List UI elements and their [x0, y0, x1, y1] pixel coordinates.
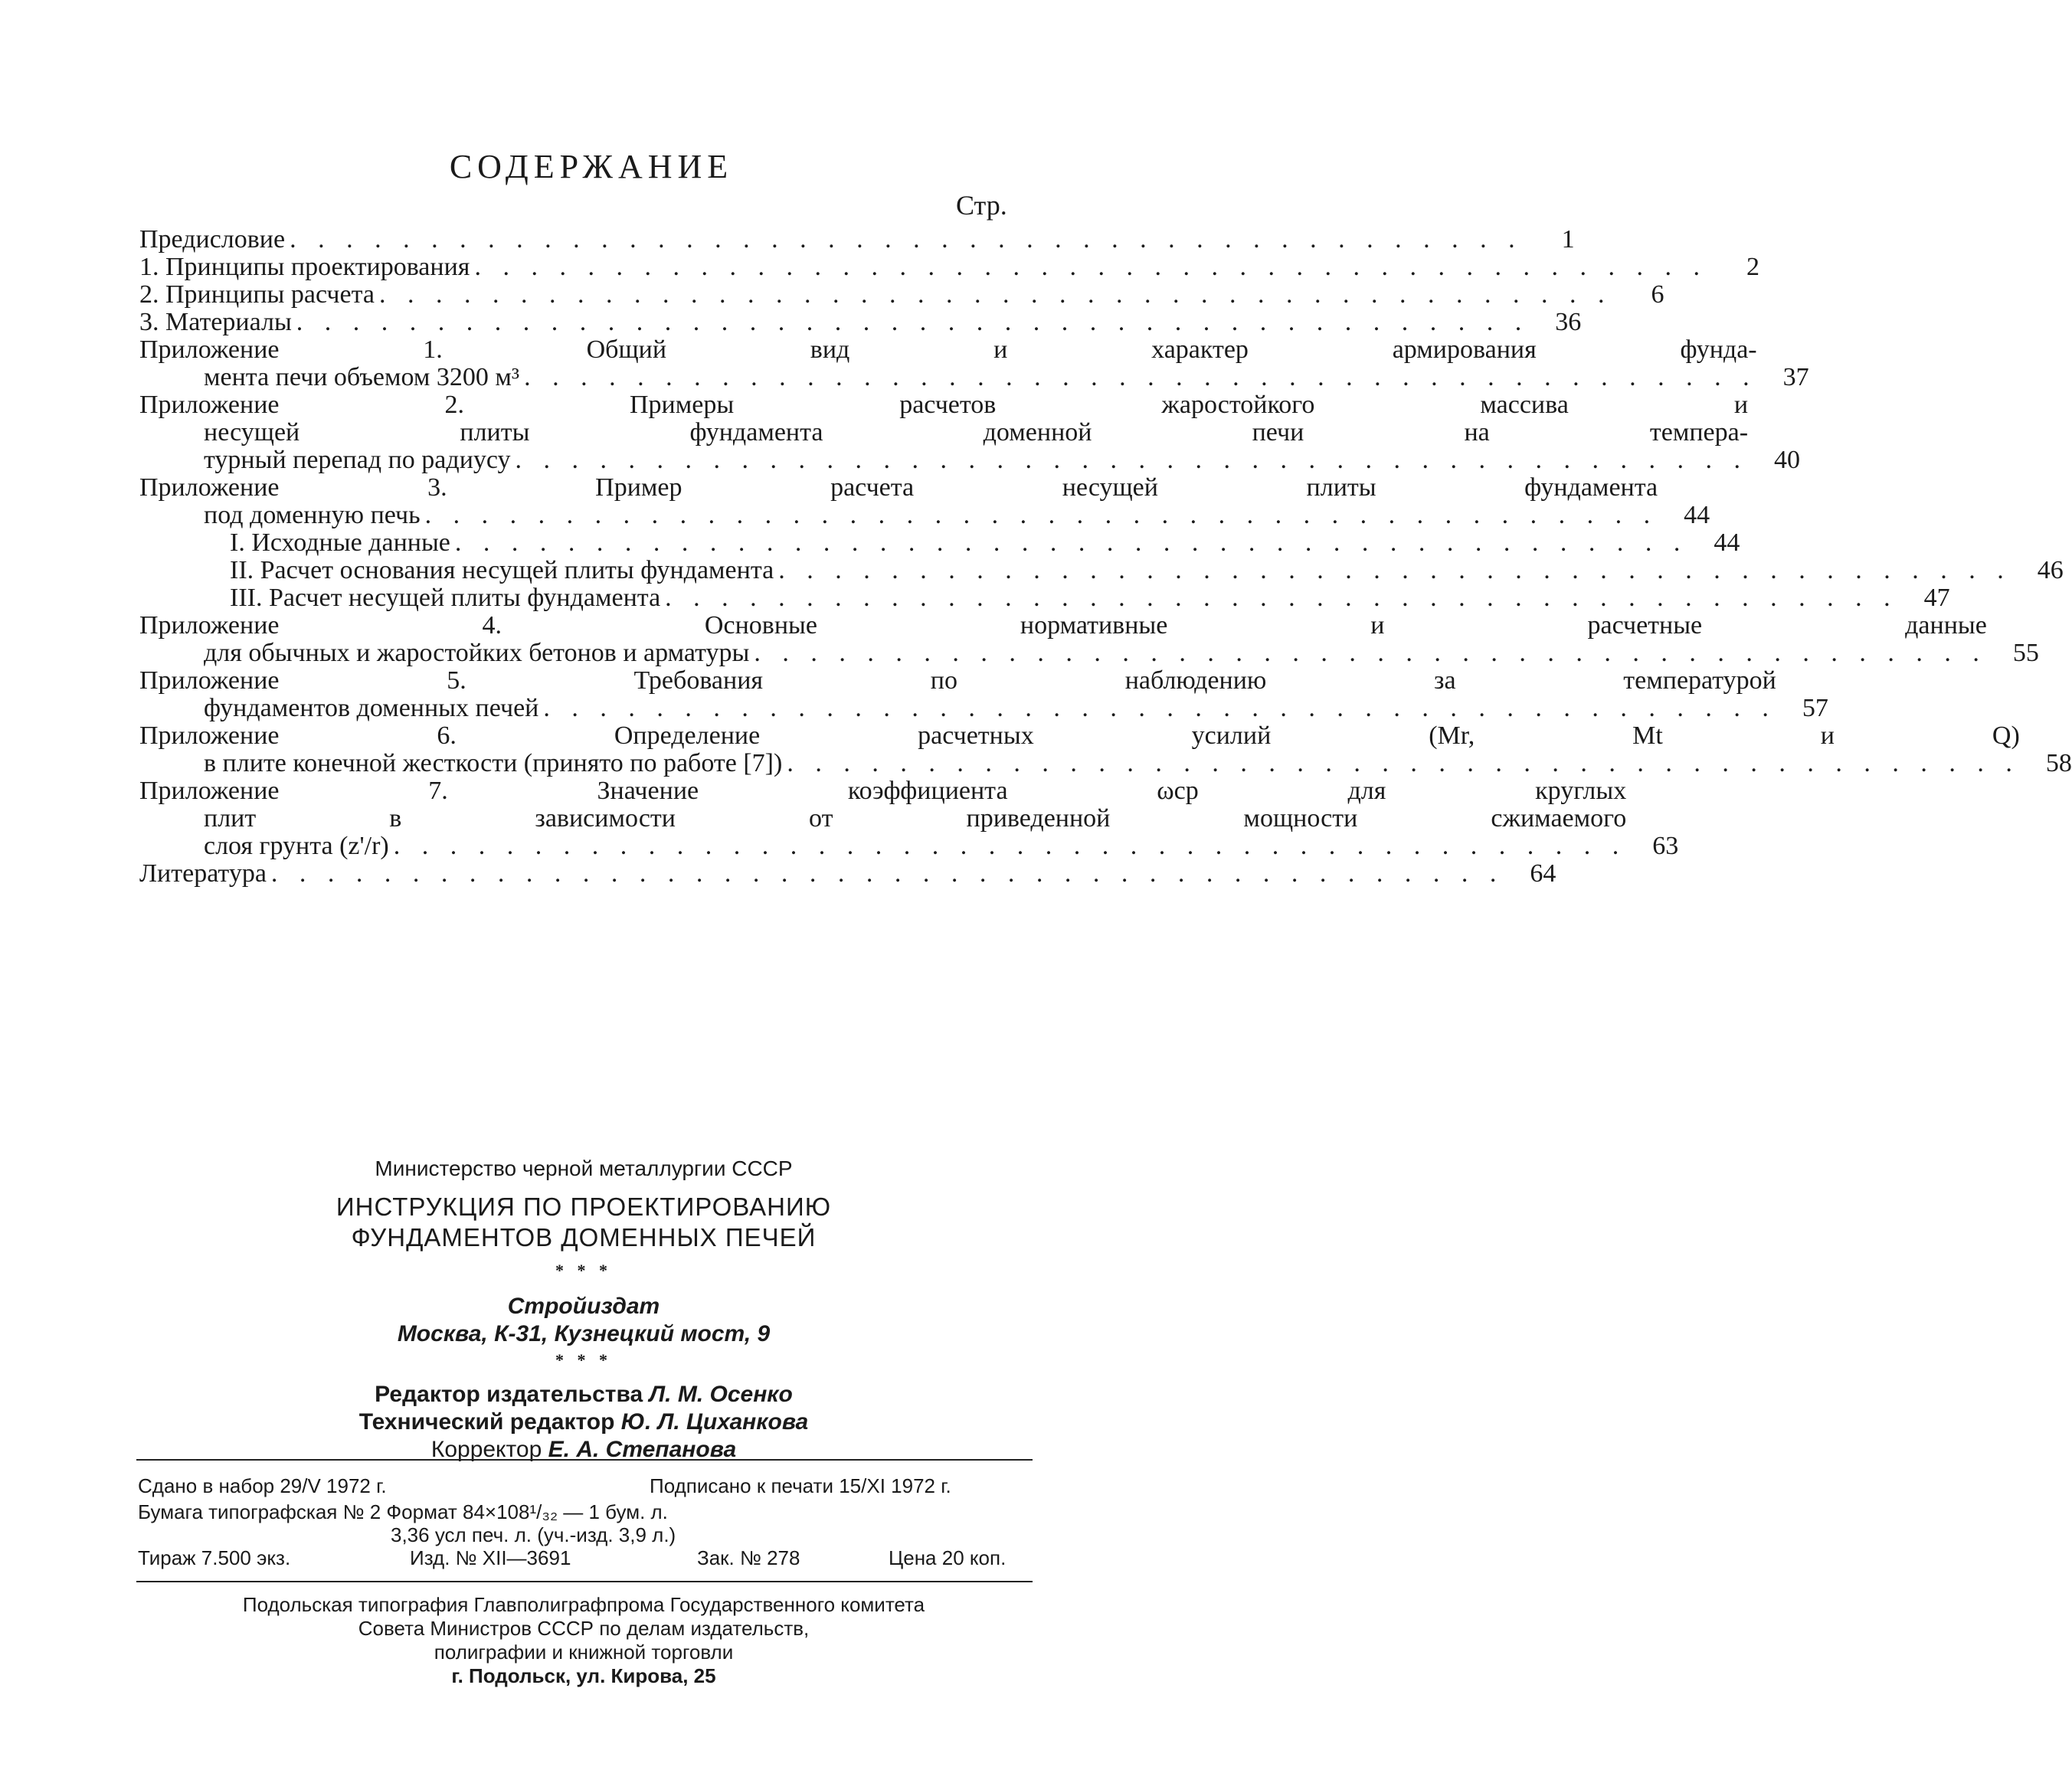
printer-address: г. Подольск, ул. Кирова, 25	[451, 1664, 716, 1687]
credit-role: Корректор	[430, 1437, 542, 1462]
dot-leader: . . . . . . . . . . . . . . . . . . . . . . . . . . . . . . . . . . . . . . . . . . . .	[378, 280, 1612, 309]
toc-entry-text: под доменную печь	[204, 502, 425, 529]
toc-entry	[139, 335, 1809, 391]
toc-page-number: 58	[2045, 749, 2072, 777]
separator-stars: * * *	[555, 1350, 612, 1369]
toc-page-number: 63	[1652, 832, 1679, 860]
credits-block	[0, 1381, 1167, 1464]
toc-entry-text: Предисловие	[139, 226, 290, 254]
separator-stars: * * *	[555, 1261, 612, 1280]
toc-page-number: 64	[1530, 859, 1556, 888]
toc-entry-text: 3. Материалы	[139, 309, 296, 336]
toc-entry-text: плит в зависимости от приведенной мощности сжимаемого	[204, 804, 1627, 833]
toc-entry	[139, 308, 1582, 336]
publisher-block	[0, 1293, 1167, 1348]
toc-entry-text: Приложение 7. Значение коэффициента ωcp для круглых	[139, 777, 1627, 805]
toc-entry	[139, 473, 1710, 529]
book-title-line-2: ФУНДАМЕНТОВ ДОМЕННЫХ ПЕЧЕЙ	[351, 1223, 817, 1251]
toc-entry-text: Приложение 1. Общий вид и характер армирования фунда-	[139, 335, 1757, 364]
ministry-name: Министерство черной металлургии СССР	[375, 1157, 793, 1180]
toc-entry	[139, 666, 1828, 722]
printer-info	[0, 1593, 1167, 1688]
toc-page-number: 47	[1923, 584, 1950, 612]
publisher-name: Стройиздат	[507, 1294, 660, 1319]
divider	[136, 1459, 1033, 1461]
toc-entry-text: Приложение 3. Пример расчета несущей плиты фундамента	[139, 473, 1658, 502]
toc-page-number: 37	[1782, 363, 1809, 391]
toc-entry-text: Литература	[139, 860, 271, 888]
toc-entry	[139, 611, 2039, 667]
toc-entry-text: Приложение 6. Определение расчетных усилий (Mr, Mt и Q)	[139, 721, 2020, 750]
toc-page-number: 40	[1774, 446, 1801, 474]
toc-entry-text: II. Расчет основания несущей плиты фундамента	[230, 557, 778, 584]
dot-leader: . . . . . . . . . . . . . . . . . . . . . . . . . . . . . . . . . . . . . . . . . . . .	[665, 584, 1898, 612]
toc-page-number: 44	[1684, 501, 1710, 529]
toc-page-number: 6	[1651, 280, 1664, 309]
toc-entry-text: 1. Принципы проектирования	[139, 254, 474, 281]
toc-entry-text: Приложение 2. Примеры расчетов жаростойкого массива и	[139, 391, 1749, 419]
paper-format: Бумага типографская № 2 Формат 84×108¹/₃₂ — 1 бум. л.	[138, 1500, 668, 1523]
dot-leader: . . . . . . . . . . . . . . . . . . . . . . . . . . . . . . . . . . . . . . . . . . . .	[474, 253, 1707, 281]
toc-entry-text: в плите конечной жесткости (принято по работе [7])	[204, 750, 787, 777]
toc-entry-text: турный перепад по радиусу	[204, 447, 516, 474]
toc-page-number: 46	[2037, 556, 2064, 584]
credit-name: Е. А. Степанова	[548, 1437, 737, 1462]
credit-tech-editor	[0, 1408, 1167, 1436]
dot-leader: . . . . . . . . . . . . . . . . . . . . . . . . . . . . . . . . . . . . . . . . . . . .	[524, 363, 1757, 391]
publisher-address: Москва, К-31, Кузнецкий мост, 9	[397, 1321, 771, 1346]
dot-leader: . . . . . . . . . . . . . . . . . . . . . . . . . . . . . . . . . . . . . . . . . . . .	[424, 501, 1658, 529]
print-data	[138, 1473, 1033, 1571]
circulation: Тираж 7.500 экз.	[138, 1546, 291, 1569]
toc-entry	[139, 391, 1801, 474]
toc-entry	[139, 280, 1664, 309]
credit-name: Ю. Л. Циханкова	[620, 1409, 809, 1435]
toc-entry	[139, 584, 1950, 612]
toc-title: СОДЕРЖАНИЕ	[449, 148, 734, 185]
dot-leader: . . . . . . . . . . . . . . . . . . . . . . . . . . . . . . . . . . . . . . . . . . . .	[754, 639, 1987, 667]
toc-entry	[139, 528, 1740, 557]
dot-leader: . . . . . . . . . . . . . . . . . . . . . . . . . . . . . . . . . . . . . . . . . . . .	[296, 308, 1530, 336]
credit-role: Редактор издательства	[375, 1382, 643, 1407]
toc-entry-text: для обычных и жаростойких бетонов и арматуры	[204, 640, 754, 667]
toc-entry-text: слоя грунта (z'/r)	[204, 833, 394, 860]
toc-page-number: 2	[1746, 253, 1759, 281]
divider	[136, 1581, 1033, 1582]
page-column-label: Стр.	[956, 190, 1007, 221]
toc-entry-text: Приложение 5. Требования по наблюдению за температурой	[139, 666, 1776, 695]
toc-entry	[139, 225, 1575, 254]
toc-entry-text: 2. Принципы расчета	[139, 281, 379, 309]
toc-entry	[139, 859, 1556, 888]
toc-page-number: 57	[1802, 694, 1828, 722]
dot-leader: . . . . . . . . . . . . . . . . . . . . . . . . . . . . . . . . . . . . . . . . . . . .	[290, 225, 1523, 254]
toc-entry	[139, 777, 1679, 860]
dot-leader: . . . . . . . . . . . . . . . . . . . . . . . . . . . . . . . . . . . . . . . . . . . .	[393, 832, 1627, 860]
submitted-date: Сдано в набор 29/V 1972 г.	[138, 1474, 387, 1497]
printer-line-3: полиграфии и книжной торговли	[434, 1641, 734, 1664]
toc-page-number: 1	[1561, 225, 1575, 254]
printer-line-2: Совета Министров СССР по делам издательств,	[358, 1617, 810, 1640]
toc-entry-text: Приложение 4. Основные нормативные и расчетные данные	[139, 611, 1987, 640]
toc-page-number: 55	[2012, 639, 2039, 667]
printer-line-1: Подольская типография Главполиграфпрома Государственного комитета	[242, 1593, 925, 1616]
toc-entry-text: фундаментов доменных печей	[204, 695, 543, 722]
dot-leader: . . . . . . . . . . . . . . . . . . . . . . . . . . . . . . . . . . . . . . . . . . . .	[270, 859, 1504, 888]
toc-entry-text: мента печи объемом 3200 м³	[204, 364, 524, 391]
toc-page-number: 44	[1714, 528, 1740, 557]
toc-entry-text: I. Исходные данные	[230, 529, 455, 557]
credit-name: Л. М. Осенко	[649, 1382, 793, 1407]
signed-date: Подписано к печати 15/XI 1972 г.	[650, 1474, 951, 1497]
toc-entry-text: несущей плиты фундамента доменной печи на темпера-	[204, 418, 1749, 447]
order-number: Зак. № 278	[697, 1546, 800, 1569]
dot-leader: . . . . . . . . . . . . . . . . . . . . . . . . . . . . . . . . . . . . . . . . . . . .	[454, 528, 1688, 557]
sheet-count: 3,36 усл печ. л. (уч.-изд. 3,9 л.)	[391, 1523, 676, 1546]
toc-entry-text: III. Расчет несущей плиты фундамента	[230, 584, 665, 612]
dot-leader: . . . . . . . . . . . . . . . . . . . . . . . . . . . . . . . . . . . . . . . . . . . .	[515, 446, 1749, 474]
book-title	[0, 1192, 1167, 1253]
toc-entry	[139, 556, 2064, 584]
price: Цена 20 коп.	[889, 1546, 1007, 1569]
dot-leader: . . . . . . . . . . . . . . . . . . . . . . . . . . . . . . . . . . . . . . . . . . . .	[543, 694, 1776, 722]
dot-leader: . . . . . . . . . . . . . . . . . . . . . . . . . . . . . . . . . . . . . . . . . . . .	[778, 556, 2011, 584]
toc-page-number: 36	[1555, 308, 1582, 336]
toc-entry	[139, 721, 2072, 777]
edition-number: Изд. № XII—3691	[410, 1546, 571, 1569]
credit-editor	[0, 1381, 1167, 1408]
toc-entry	[139, 253, 1759, 281]
book-title-line-1: ИНСТРУКЦИЯ ПО ПРОЕКТИРОВАНИЮ	[336, 1193, 832, 1221]
table-of-contents	[139, 225, 2072, 888]
dot-leader: . . . . . . . . . . . . . . . . . . . . . . . . . . . . . . . . . . . . . . . . . . . .	[787, 749, 2020, 777]
credit-role: Технический редактор	[358, 1409, 615, 1435]
